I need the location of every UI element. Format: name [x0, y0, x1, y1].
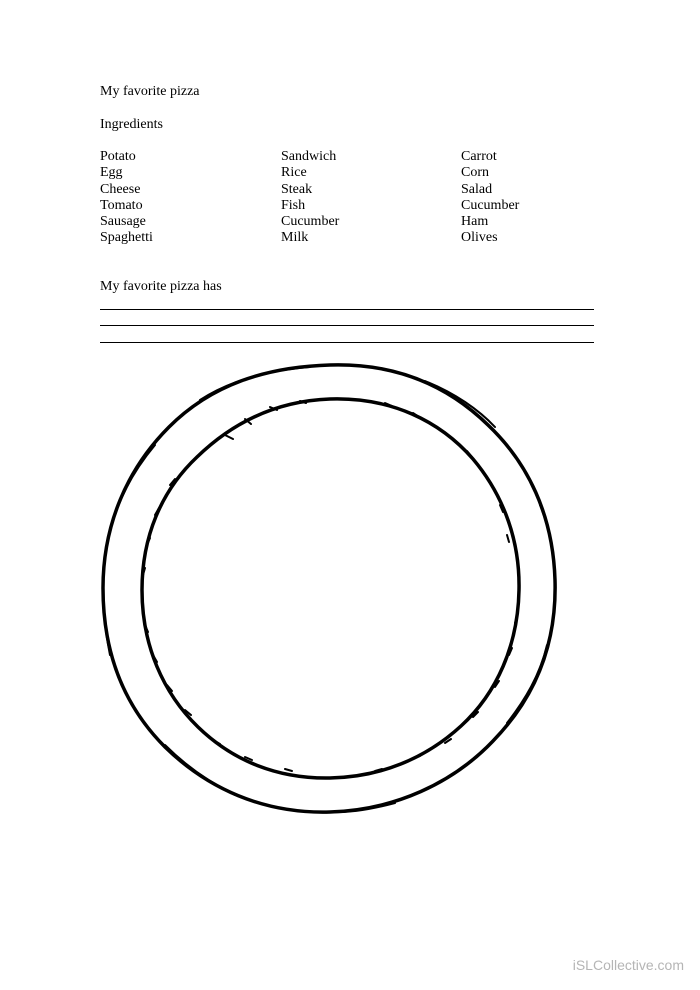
ingredient-item: Potato — [100, 149, 136, 164]
site-watermark: iSLCollective.com — [572, 957, 684, 973]
ingredients-column-2 — [281, 149, 451, 247]
ingredient-item: Sausage — [100, 214, 146, 230]
ingredient-item: Spaghetti — [100, 230, 153, 246]
pizza-crust-outline-icon — [95, 355, 565, 825]
answer-line — [100, 325, 594, 326]
writing-prompt: My favorite pizza has — [100, 279, 222, 294]
ingredients-column-3 — [461, 149, 631, 247]
ingredient-item: Egg — [100, 165, 123, 181]
ingredients-heading: Ingredients — [100, 117, 163, 132]
ingredient-item: Ham — [461, 214, 489, 230]
ingredient-item: Rice — [281, 165, 307, 181]
ingredient-item: Cucumber — [461, 197, 520, 213]
ingredient-item: Sandwich — [281, 149, 337, 164]
ingredient-item: Fish — [281, 197, 306, 213]
ingredient-item: Steak — [281, 181, 313, 197]
ingredient-item: Carrot — [461, 149, 497, 164]
answer-line — [100, 342, 594, 343]
ingredients-column-1 — [100, 149, 270, 247]
crust-outer-edge — [103, 365, 555, 812]
answer-line — [100, 309, 594, 310]
ingredient-item: Olives — [461, 230, 498, 246]
ingredient-item: Cheese — [100, 181, 141, 197]
ingredient-item: Cucumber — [281, 214, 340, 230]
ingredient-item: Tomato — [100, 197, 143, 213]
ingredient-item: Corn — [461, 165, 489, 181]
worksheet-title: My favorite pizza — [100, 84, 200, 99]
ingredient-item: Salad — [461, 181, 493, 197]
crust-inner-edge — [142, 399, 519, 778]
ingredient-item: Milk — [281, 230, 309, 246]
